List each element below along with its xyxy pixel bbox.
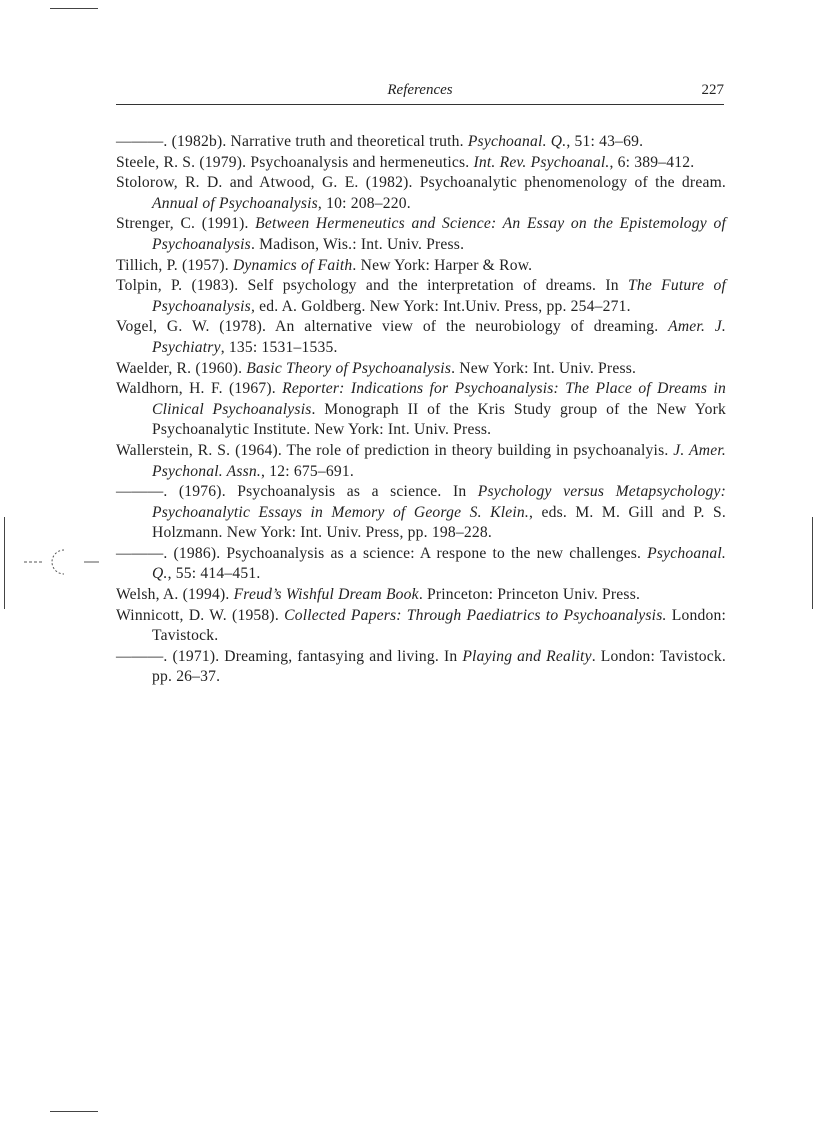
reference-text: ———. (1986). Psychoanalysis as a science: A respone to the new challenges. bbox=[116, 544, 648, 562]
reference-entry bbox=[116, 606, 726, 647]
reference-title-italic: The Future of Psychoanalysis, bbox=[152, 277, 726, 315]
reference-text: Stolorow, R. D. and Atwood, G. E. (1982). Psychoanalytic phenomenology of the dream. bbox=[116, 174, 726, 192]
reference-text: Winnicott, D. W. (1958). bbox=[116, 606, 285, 624]
reference-entry bbox=[116, 482, 726, 544]
reference-text: , 12: 675–691. bbox=[261, 462, 354, 480]
reference-entry bbox=[116, 379, 726, 441]
reference-text: , 55: 414–451. bbox=[167, 565, 261, 583]
reference-text: ———. (1976). Psychoanalysis as a science. In bbox=[116, 483, 478, 501]
reference-text: , eds. M. M. Gill and P. S. Holzmann. New York: Int. Univ. Press, pp. 198–228. bbox=[152, 503, 726, 542]
running-header bbox=[116, 80, 724, 105]
reference-title-italic: Dynamics of Faith bbox=[232, 256, 353, 274]
reference-entry bbox=[116, 585, 726, 606]
reference-title-italic: Psychoanal. Q. bbox=[152, 544, 726, 583]
reference-entry bbox=[116, 153, 726, 174]
reference-title-italic: Playing and Reality bbox=[462, 647, 592, 665]
reference-text: ———. (1971). Dreaming, fantasying and living. In bbox=[116, 647, 463, 665]
reference-text: Waelder, R. (1960). bbox=[116, 359, 247, 377]
reference-text: Vogel, G. W. (1978). An alternative view of the neurobiology of dreaming. bbox=[116, 318, 669, 336]
reference-text: . New York: Harper & Row. bbox=[352, 256, 533, 274]
reference-entry bbox=[116, 276, 726, 317]
crop-mark-top-left bbox=[50, 8, 98, 9]
reference-text: Waldhorn, H. F. (1967). bbox=[116, 380, 283, 398]
reference-title-italic: Psychoanal. Q. bbox=[467, 133, 567, 150]
reference-text: Welsh, A. (1994). bbox=[116, 586, 234, 604]
reference-title-italic: Collected Papers: Through Paediatrics to Psychoanalysis. bbox=[284, 606, 667, 624]
reference-text: , 135: 1531–1535. bbox=[220, 338, 338, 356]
crop-mark-right bbox=[812, 517, 813, 609]
reference-text: . Monograph II of the Kris Study group of the New York Psychoanalytic Institute. New York: Int. Univ. Press. bbox=[152, 400, 726, 439]
reference-text: ed. A. Goldberg. New York: Int.Univ. Press, pp. 254–271. bbox=[255, 297, 631, 315]
reference-text: . New York: Int. Univ. Press. bbox=[451, 359, 637, 377]
reference-title-italic: Reporter: Indications for Psychoanalysis: The Place of Dreams in Clinical Psychoanalysis bbox=[152, 380, 726, 418]
reference-list bbox=[116, 132, 726, 688]
reference-text: Tolpin, P. (1983). Self psychology and the interpretation of dreams. In bbox=[116, 277, 628, 295]
reference-text: Tillich, P. (1957). bbox=[116, 256, 233, 274]
reference-text: ———. (1982b). Narrative truth and theoretical truth. bbox=[116, 133, 468, 150]
reference-title-italic: Int. Rev. Psychoanal. bbox=[473, 153, 610, 171]
reference-title-italic: Annual of Psychoanalysis bbox=[152, 194, 318, 212]
reference-entry bbox=[116, 441, 726, 482]
reference-text: . Princeton: Princeton Univ. Press. bbox=[418, 586, 641, 604]
reference-text: , 10: 208–220. bbox=[317, 194, 411, 212]
reference-text: Strenger, C. (1991). bbox=[116, 215, 256, 233]
reference-title-italic: Psychology versus Metapsychology: Psychoanalytic Essays in Memory of George S. Klein. bbox=[152, 483, 726, 521]
reference-entry bbox=[116, 256, 726, 277]
reference-title-italic: Freud’s Wishful Dream Book bbox=[233, 586, 419, 604]
reference-text: Steele, R. S. (1979). Psychoanalysis and hermeneutics. bbox=[116, 153, 474, 171]
reference-entry bbox=[116, 173, 726, 214]
reference-title-italic: Between Hermeneutics and Science: An Essay on the Epistemology of Psychoanalysis bbox=[152, 215, 726, 253]
reference-entry bbox=[116, 544, 726, 585]
reference-entry bbox=[116, 359, 726, 380]
reference-text: . London: Tavistock. pp. 26–37. bbox=[152, 647, 726, 686]
reference-text: Wallerstein, R. S. (1964). The role of prediction in theory building in psychoanalyis. bbox=[116, 441, 674, 459]
crop-mark-bottom-left bbox=[50, 1111, 98, 1112]
reference-title-italic: Amer. J. Psychiatry bbox=[152, 318, 726, 356]
registration-mark bbox=[24, 542, 104, 582]
reference-entry bbox=[116, 647, 726, 688]
reference-entry bbox=[116, 132, 726, 153]
reference-text: , 51: 43–69. bbox=[566, 133, 644, 150]
page-number: 227 bbox=[701, 82, 724, 98]
running-head-title: References bbox=[387, 82, 453, 98]
reference-text: . Madison, Wis.: Int. Univ. Press. bbox=[250, 235, 465, 253]
reference-title-italic: J. Amer. Psychonal. Assn. bbox=[152, 441, 727, 480]
reference-entry bbox=[116, 317, 726, 358]
reference-entry bbox=[116, 214, 726, 255]
reference-text: , 6: 389–412. bbox=[609, 153, 695, 171]
reference-title-italic: Basic Theory of Psychoanalysis bbox=[246, 359, 452, 377]
reference-text: London: Tavistock. bbox=[152, 606, 727, 645]
crop-mark-left bbox=[4, 517, 5, 609]
